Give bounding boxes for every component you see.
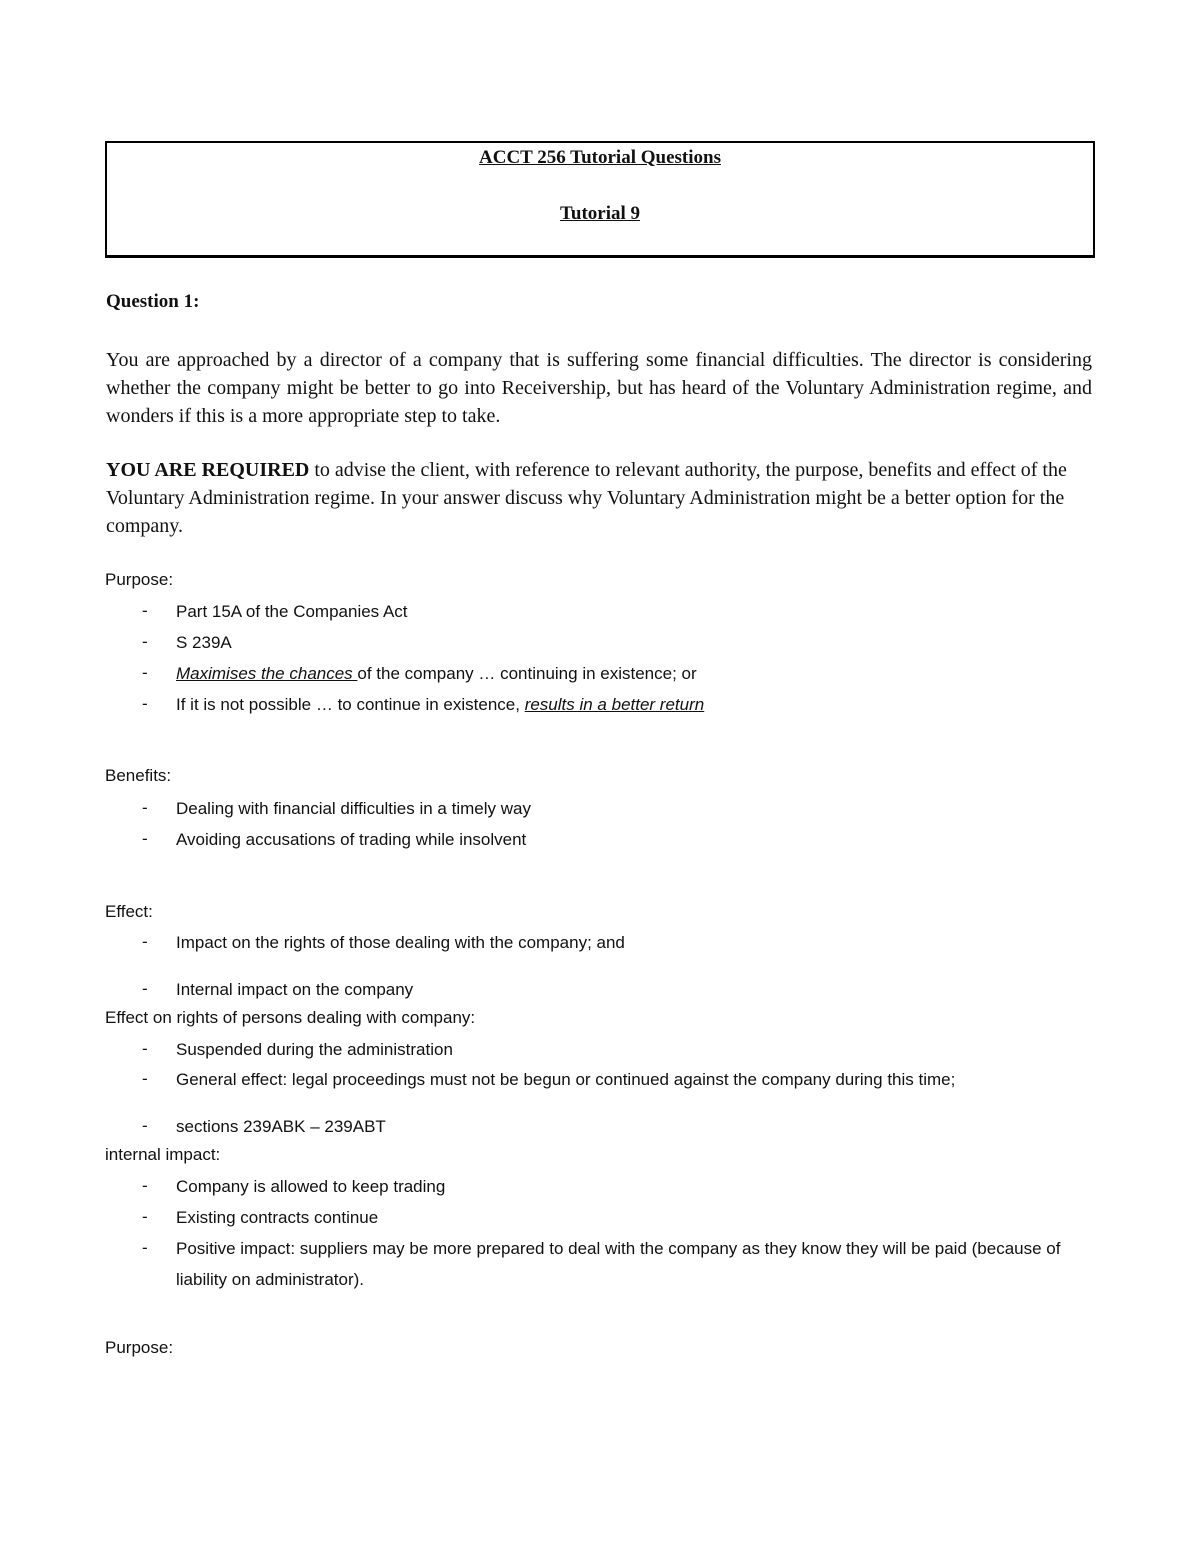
bullet-marker: - [142,1116,148,1135]
purpose-item [176,689,1076,720]
bullet-marker: - [142,601,148,620]
bullet-marker: - [142,1176,148,1195]
document-title: ACCT 256 Tutorial Questions [479,147,721,168]
bullet-marker: - [142,1207,148,1226]
tutorial-number: Tutorial 9 [559,203,641,224]
emphasis-chances: Maximises the chances [176,664,358,683]
question-paragraph: You are approached by a director of a company that is suffering some financial difficulties. The director is considering whether the company might be better to go into Receivership, but has heard of the Voluntary Administration regime, and wonders if this is a more appropriate step to take. [106,349,1092,427]
rights-item: Suspended during the administration [176,1040,453,1059]
question-heading: Question 1: [106,291,200,312]
rights-label: Effect on rights of persons dealing with company: [105,1008,476,1027]
required-label: YOU ARE REQUIRED [106,459,310,481]
title-box [105,141,1095,258]
purpose-item-text: of the company … continuing in existence; or [357,664,697,683]
requirement-paragraph [106,456,1092,540]
bullet-marker: - [142,663,148,682]
purpose-label-2: Purpose: [105,1338,174,1357]
effect-label: Effect: [105,902,153,921]
benefits-item: Dealing with financial difficulties in a timely way [176,799,531,818]
bullet-marker: - [142,932,148,951]
internal-item: Company is allowed to keep trading [176,1177,446,1196]
effect-item: Internal impact on the company [176,980,414,999]
effect-item: Impact on the rights of those dealing with the company; and [176,933,625,952]
bullet-marker: - [142,798,148,817]
purpose-item [176,658,1076,689]
internal-item: Existing contracts continue [176,1208,379,1227]
bullet-marker: - [142,694,148,713]
requirement-text: to advise the client, with reference to relevant authority, the purpose, benefits and effect of the Voluntary Administration regime. In your answer discuss why Voluntary Administration might be a better option for the company. [106,459,1067,537]
rights-item: General effect: legal proceedings must not be begun or continued against the company during this time; [176,1070,956,1089]
benefits-item: Avoiding accusations of trading while insolvent [176,830,527,849]
bullet-marker: - [142,632,148,651]
bullet-marker: - [142,1238,148,1257]
benefits-label: Benefits: [105,766,172,785]
bullet-marker: - [142,979,148,998]
internal-label: internal impact: [105,1145,221,1164]
internal-item: Positive impact: suppliers may be more prepared to deal with the company as they know they will be paid (because of liability on administrator). [176,1239,1061,1289]
emphasis-better-return: results in a better return [524,695,705,714]
bullet-marker: - [142,829,148,848]
purpose-item: S 239A [176,633,232,652]
purpose-item-text: If it is not possible … to continue in existence, [176,695,525,714]
rights-item: sections 239ABK – 239ABT [176,1117,386,1136]
purpose-label: Purpose: [105,570,174,589]
bullet-marker: - [142,1069,148,1088]
bullet-marker: - [142,1039,148,1058]
purpose-item: Part 15A of the Companies Act [176,602,408,621]
